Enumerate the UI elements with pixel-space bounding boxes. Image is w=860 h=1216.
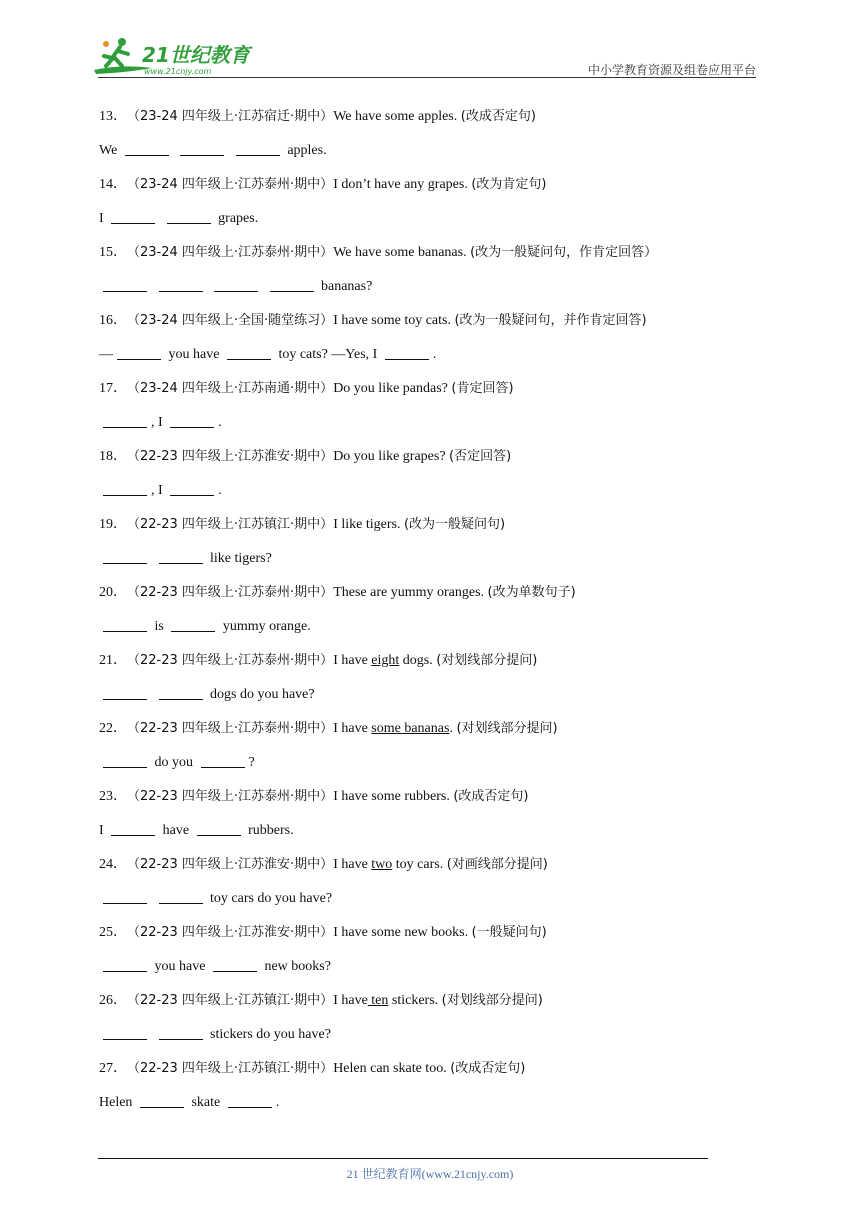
question-list [99, 100, 769, 1120]
answer-text: . [218, 415, 222, 430]
question-source: （23-24 四年级上·全国·随堂练习） [127, 313, 334, 328]
question-instruction: (改成否定句) [453, 789, 529, 804]
answer-line [99, 678, 769, 712]
answer-text: do you [151, 755, 197, 770]
answer-blank[interactable] [103, 957, 147, 972]
question-instruction: (改为单数句子) [487, 585, 576, 600]
question-instruction: (改为肯定句) [471, 177, 547, 192]
question-prompt [99, 168, 769, 202]
answer-blank[interactable] [170, 481, 214, 496]
question-prompt [99, 984, 769, 1018]
question-source: （22-23 四年级上·江苏泰州·期中） [127, 653, 334, 668]
question-prompt [99, 644, 769, 678]
question-source: （22-23 四年级上·江苏泰州·期中） [127, 789, 334, 804]
question-text: We have some bananas. [333, 245, 471, 260]
question-prompt [99, 508, 769, 542]
question-source: （23-24 四年级上·江苏泰州·期中） [127, 177, 334, 192]
question-prompt [99, 100, 769, 134]
answer-line [99, 406, 769, 440]
answer-text: toy cats? —Yes, I [274, 347, 381, 362]
answer-text: We [99, 143, 121, 158]
answer-text: apples. [283, 143, 327, 158]
answer-line [99, 1086, 769, 1120]
question-text: I have [333, 857, 372, 872]
logo-url: www.21cnjy.com [144, 67, 212, 76]
answer-text: . [218, 483, 222, 498]
question-text: These are yummy oranges. [333, 585, 488, 600]
question-number: 21． [99, 653, 127, 668]
question-text: I have some toy cats. [333, 313, 455, 328]
answer-text: Helen [99, 1095, 136, 1110]
question-source: （22-23 四年级上·江苏泰州·期中） [127, 721, 334, 736]
answer-line [99, 610, 769, 644]
question-source: （22-23 四年级上·江苏泰州·期中） [127, 585, 334, 600]
question-text: Do you like pandas? [333, 381, 452, 396]
answer-line [99, 202, 769, 236]
answer-blank[interactable] [103, 889, 147, 904]
footer-text: 21 世纪教育网(www.21cnjy.com) [346, 1167, 514, 1181]
answer-text: . [275, 1095, 280, 1110]
answer-line [99, 542, 769, 576]
answer-line [99, 950, 769, 984]
question-number: 17． [99, 381, 127, 396]
answer-text: — [99, 347, 113, 362]
answer-text [151, 1027, 155, 1042]
answer-blank[interactable] [159, 549, 203, 564]
answer-blank[interactable] [170, 413, 214, 428]
question-text: I have some rubbers. [333, 789, 454, 804]
question-text-rest: stickers. [388, 993, 442, 1008]
answer-text: dogs do you have? [206, 687, 315, 702]
answer-text [207, 279, 211, 294]
header-site-name: 中小学教育资源及组卷应用平台 [587, 63, 756, 77]
question-prompt [99, 712, 769, 746]
answer-blank[interactable] [236, 141, 280, 156]
answer-text: stickers do you have? [206, 1027, 331, 1042]
question-text: I have [333, 653, 372, 668]
answer-text: I [99, 211, 108, 226]
answer-line [99, 882, 769, 916]
answer-blank[interactable] [214, 277, 258, 292]
answer-text [228, 143, 232, 158]
answer-line [99, 338, 769, 372]
answer-blank[interactable] [159, 889, 203, 904]
answer-blank[interactable] [270, 277, 314, 292]
question-text: Helen can skate too. [333, 1061, 451, 1076]
answer-blank[interactable] [385, 345, 429, 360]
answer-text: you have [165, 347, 223, 362]
question-instruction: (对画线部分提问) [446, 857, 548, 872]
answer-blank[interactable] [103, 685, 147, 700]
answer-text: toy cars do you have? [206, 891, 333, 906]
answer-text: , I [151, 483, 167, 498]
question-text: We have some apples. [333, 109, 461, 124]
answer-blank[interactable] [103, 549, 147, 564]
answer-blank[interactable] [117, 345, 161, 360]
logo-21cnjy [92, 34, 262, 78]
answer-blank[interactable] [103, 1025, 147, 1040]
answer-line [99, 270, 769, 304]
question-source: （22-23 四年级上·江苏镇江·期中） [127, 993, 334, 1008]
question-prompt [99, 440, 769, 474]
question-text-rest: . [449, 721, 457, 736]
answer-text [151, 891, 155, 906]
question-instruction: (肯定回答) [451, 381, 514, 396]
underlined-word: two [371, 857, 393, 872]
question-number: 14． [99, 177, 127, 192]
question-instruction: (对划线部分提问) [441, 993, 543, 1008]
answer-blank[interactable] [159, 277, 203, 292]
question-number: 13． [99, 109, 127, 124]
answer-text: like tigers? [206, 551, 272, 566]
footer-divider [98, 1158, 708, 1159]
answer-blank[interactable] [103, 753, 147, 768]
question-instruction: (对划线部分提问) [456, 721, 558, 736]
question-source: （23-24 四年级上·江苏泰州·期中） [127, 245, 334, 260]
question-text: I like tigers. [333, 517, 404, 532]
question-number: 23． [99, 789, 127, 804]
answer-blank[interactable] [180, 141, 224, 156]
answer-blank[interactable] [125, 141, 169, 156]
question-prompt [99, 304, 769, 338]
answer-blank[interactable] [227, 345, 271, 360]
question-text: I have [333, 721, 372, 736]
question-instruction: (改成否定句) [450, 1061, 526, 1076]
question-prompt [99, 576, 769, 610]
question-source: （23-24 四年级上·江苏宿迁·期中） [127, 109, 334, 124]
answer-text: ? [248, 755, 255, 770]
answer-blank[interactable] [159, 685, 203, 700]
answer-line [99, 746, 769, 780]
question-number: 18． [99, 449, 127, 464]
question-text-rest: dogs. [399, 653, 437, 668]
answer-blank[interactable] [228, 1093, 272, 1108]
page-header [0, 0, 860, 80]
question-instruction: (对划线部分提问) [436, 653, 538, 668]
question-source: （23-24 四年级上·江苏南通·期中） [127, 381, 334, 396]
question-number: 16． [99, 313, 127, 328]
question-source: （22-23 四年级上·江苏淮安·期中） [127, 857, 334, 872]
question-number: 27． [99, 1061, 127, 1076]
question-text: I don’t have any grapes. [333, 177, 472, 192]
question-source: （22-23 四年级上·江苏镇江·期中） [127, 1061, 334, 1076]
answer-text [173, 143, 177, 158]
answer-text: you have [151, 959, 209, 974]
question-instruction: (改为一般疑问句，作肯定回答） [470, 245, 658, 260]
question-prompt [99, 780, 769, 814]
answer-text: new books? [260, 959, 331, 974]
question-number: 22． [99, 721, 127, 736]
question-number: 25． [99, 925, 127, 940]
answer-text [159, 211, 163, 226]
answer-blank[interactable] [111, 209, 155, 224]
answer-line [99, 814, 769, 848]
question-instruction: (改为一般疑问句) [403, 517, 506, 532]
question-prompt [99, 848, 769, 882]
question-text-rest: toy cars. [392, 857, 447, 872]
answer-text: skate [187, 1095, 224, 1110]
answer-blank[interactable] [103, 617, 147, 632]
answer-text: grapes. [214, 211, 259, 226]
answer-blank[interactable] [103, 413, 147, 428]
answer-text [151, 687, 155, 702]
question-number: 26． [99, 993, 127, 1008]
underlined-word: ten [367, 993, 389, 1008]
question-text: I have [333, 993, 368, 1008]
answer-text: rubbers. [244, 823, 294, 838]
answer-line [99, 474, 769, 508]
question-number: 15． [99, 245, 127, 260]
answer-blank[interactable] [140, 1093, 184, 1108]
question-text: I have some new books. [333, 925, 472, 940]
answer-line [99, 1018, 769, 1052]
answer-text [262, 279, 266, 294]
answer-text: , I [151, 415, 167, 430]
question-instruction: (改成否定句) [460, 109, 536, 124]
question-instruction: (一般疑问句) [471, 925, 547, 940]
underlined-word: some bananas [371, 721, 450, 736]
answer-blank[interactable] [167, 209, 211, 224]
answer-text [151, 551, 155, 566]
answer-blank[interactable] [103, 481, 147, 496]
answer-text: I [99, 823, 108, 838]
question-prompt [99, 372, 769, 406]
question-instruction: (否定回答) [449, 449, 512, 464]
question-source: （22-23 四年级上·江苏淮安·期中） [127, 449, 334, 464]
answer-text: have [159, 823, 193, 838]
question-source: （22-23 四年级上·江苏淮安·期中） [127, 925, 334, 940]
answer-text: yummy orange. [219, 619, 311, 634]
question-number: 19． [99, 517, 127, 532]
question-prompt [99, 916, 769, 950]
answer-line [99, 134, 769, 168]
logo-figure-head [118, 38, 126, 46]
answer-text [151, 279, 155, 294]
answer-blank[interactable] [201, 753, 245, 768]
answer-blank[interactable] [103, 277, 147, 292]
question-instruction: (改为一般疑问句，并作肯定回答) [454, 313, 647, 328]
answer-blank[interactable] [171, 617, 215, 632]
answer-text: . [432, 347, 437, 362]
logo-text: 21世纪教育 [142, 43, 250, 67]
answer-blank[interactable] [159, 1025, 203, 1040]
question-text: Do you like grapes? [333, 449, 450, 464]
answer-blank[interactable] [197, 821, 241, 836]
logo-orange-dot [103, 41, 109, 47]
answer-blank[interactable] [111, 821, 155, 836]
answer-text: is [151, 619, 168, 634]
answer-text: bananas? [317, 279, 373, 294]
question-number: 20． [99, 585, 127, 600]
question-prompt [99, 1052, 769, 1086]
question-prompt [99, 236, 769, 270]
header-divider [98, 77, 756, 78]
underlined-word: eight [371, 653, 400, 668]
logo-figure-body [104, 47, 128, 66]
question-number: 24． [99, 857, 127, 872]
question-source: （22-23 四年级上·江苏镇江·期中） [127, 517, 334, 532]
answer-blank[interactable] [213, 957, 257, 972]
